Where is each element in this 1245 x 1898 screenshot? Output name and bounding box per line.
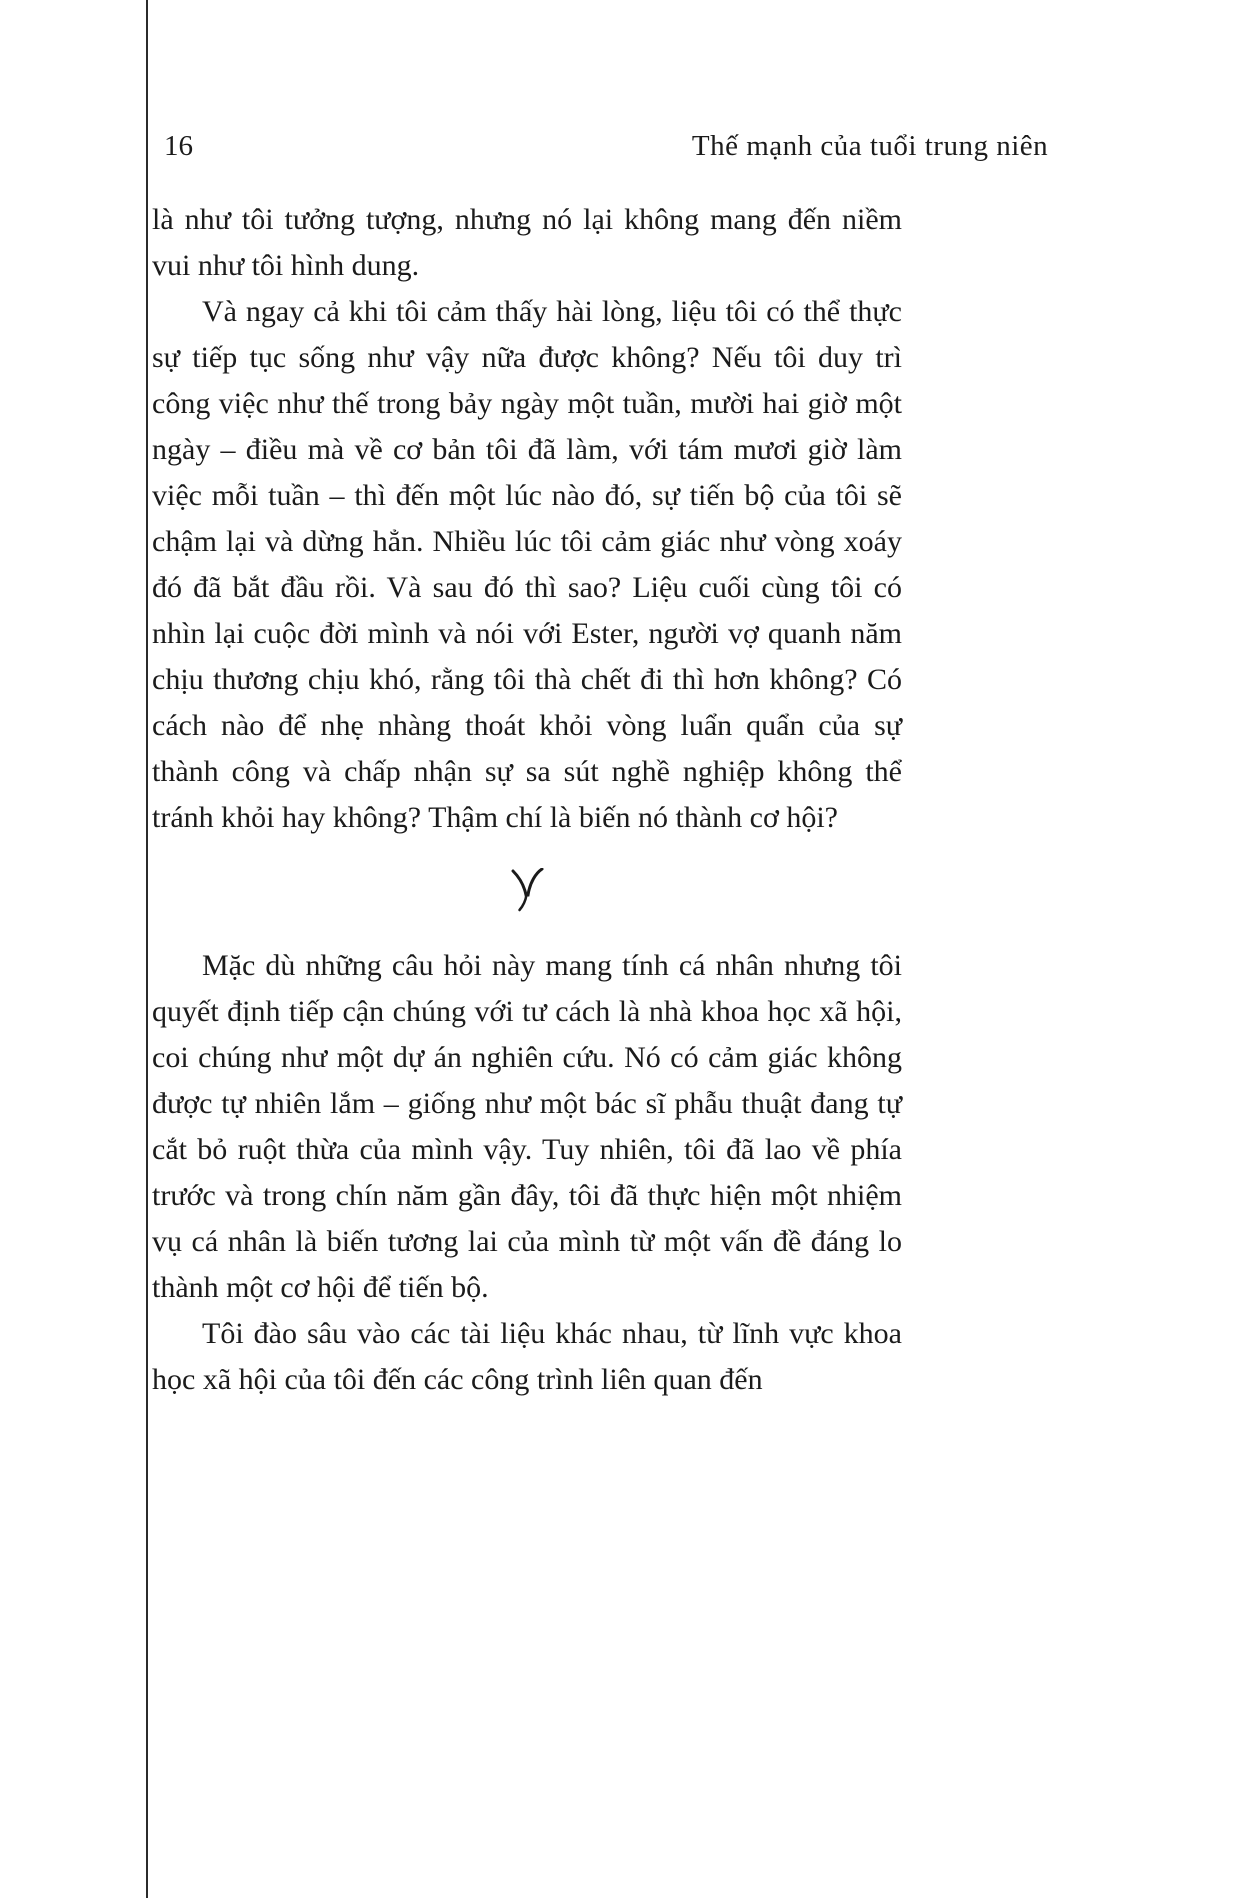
paragraph: là như tôi tưởng tượng, nhưng nó lại không mang đến niềm vui như tôi hình dung.: [152, 203, 902, 282]
paragraph: Và ngay cả khi tôi cảm thấy hài lòng, liệu tôi có thể thực sự tiếp tục sống như vậy nữa được không? Nếu tôi duy trì công việc như thế trong bảy ngày một tuần, mười hai giờ một ngày – điều mà về cơ bản tôi đã làm, với tám mươi giờ làm việc mỗi tuần – thì đến một lúc nào đó, sự tiến bộ của tôi sẽ chậm lại và dừng hẳn. Nhiều lúc tôi cảm giác như vòng xoáy đó đã bắt đầu rồi. Và sau đó thì sao? Liệu cuối cùng tôi có nhìn lại cuộc đời mình và nói với Ester, người vợ quanh năm chịu thương chịu khó, rằng tôi thà chết đi thì hơn không? Có cách nào để nhẹ nhàng thoát khỏi vòng luẩn quẩn của sự thành công và chấp nhận sự sa sút nghề nghiệp không thể tránh khỏi hay không? Thậm chí là biến nó thành cơ hội?: [152, 295, 902, 834]
section-break-fleuron-icon: [509, 868, 545, 912]
left-margin-rule: [146, 0, 148, 1898]
paragraph: Mặc dù những câu hỏi này mang tính cá nhân nhưng tôi quyết định tiếp cận chúng với tư cách là nhà khoa học xã hội, coi chúng như một dự án nghiên cứu. Nó có cảm giác không được tự nhiên lắm – giống như một bác sĩ phẫu thuật đang tự cắt bỏ ruột thừa của mình vậy. Tuy nhiên, tôi đã lao về phía trước và trong chín năm gần đây, tôi đã thực hiện một nhiệm vụ cá nhân là biến tương lai của mình từ một vấn đề đáng lo thành một cơ hội để tiến bộ.: [152, 949, 902, 1304]
text-block: [152, 197, 902, 1403]
section-break: [152, 867, 902, 913]
page-number: 16: [164, 130, 193, 162]
page-header: [152, 124, 1245, 168]
paragraph: Tôi đào sâu vào các tài liệu khác nhau, từ lĩnh vực khoa học xã hội của tôi đến các công trình liên quan đến: [152, 1317, 902, 1396]
running-header-title: Thế mạnh của tuổi trung niên: [691, 130, 1049, 162]
